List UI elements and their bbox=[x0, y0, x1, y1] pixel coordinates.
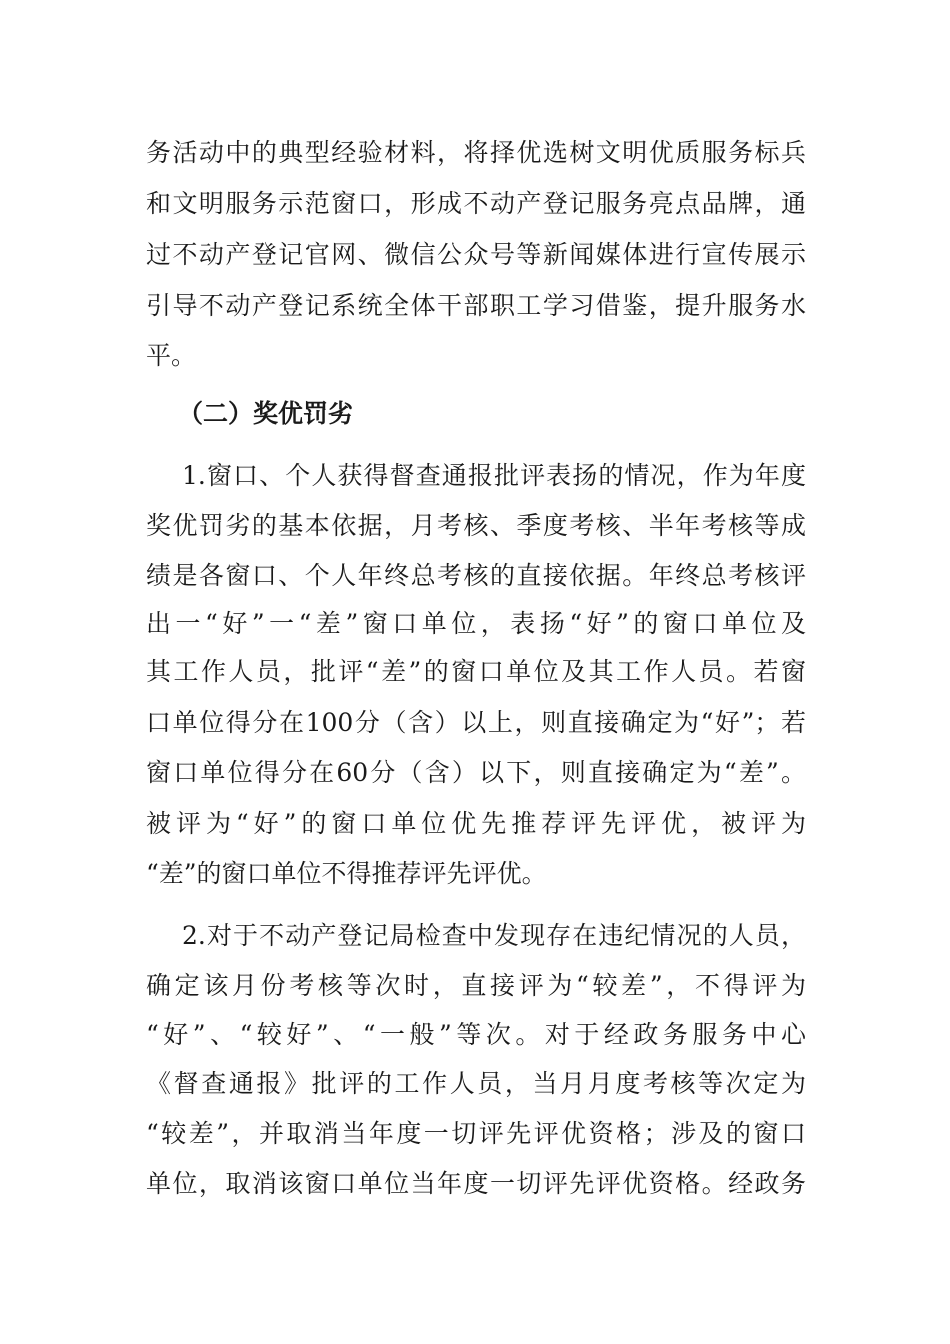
paragraph-1-line-5: 其工作人员，批评“差”的窗口单位及其工作人员。若窗 bbox=[146, 657, 806, 686]
paragraph-1-line-8: 被评为“好”的窗口单位优先推荐评先评优，被评为 bbox=[146, 809, 806, 838]
paragraph-1-line-7: 窗口单位得分在60分（含）以下，则直接确定为“差”。 bbox=[146, 758, 806, 787]
paragraph-1-line-6: 口单位得分在100分（含）以上，则直接确定为“好”；若 bbox=[146, 708, 806, 737]
paragraph-intro-line-5: 平。 bbox=[146, 341, 197, 370]
paragraph-2-line-4: 《督查通报》批评的工作人员，当月月度考核等次定为 bbox=[146, 1069, 806, 1098]
paragraph-1-line-1: 1.窗口、个人获得督查通报批评表扬的情况，作为年度 bbox=[182, 461, 806, 490]
paragraph-intro-line-3: 过不动产登记官网、微信公众号等新闻媒体进行宣传展示 bbox=[146, 240, 806, 269]
paragraph-2-line-6: 单位，取消该窗口单位当年度一切评先评优资格。经政务 bbox=[146, 1169, 806, 1198]
paragraph-1-line-9: “差”的窗口单位不得推荐评先评优。 bbox=[146, 859, 547, 888]
paragraph-1-line-3: 绩是各窗口、个人年终总考核的直接依据。年终总考核评 bbox=[146, 561, 806, 590]
paragraph-intro-line-1: 务活动中的典型经验材料，将择优选树文明优质服务标兵 bbox=[146, 138, 806, 167]
paragraph-intro-line-2: 和文明服务示范窗口，形成不动产登记服务亮点品牌，通 bbox=[146, 189, 806, 218]
paragraph-2-line-2: 确定该月份考核等次时，直接评为“较差”，不得评为 bbox=[146, 971, 806, 1000]
paragraph-2-line-1: 2.对于不动产登记局检查中发现存在违纪情况的人员， bbox=[182, 921, 806, 950]
section-heading: （二）奖优罚劣 bbox=[178, 399, 354, 428]
paragraph-2-line-5: “较差”，并取消当年度一切评先评优资格；涉及的窗口 bbox=[146, 1119, 806, 1148]
paragraph-intro-line-4: 引导不动产登记系统全体干部职工学习借鉴，提升服务水 bbox=[146, 291, 806, 320]
paragraph-2-line-3: “好”、“较好”、“一般”等次。对于经政务服务中心 bbox=[146, 1020, 806, 1049]
paragraph-1-line-4: 出一“好”一“差”窗口单位，表扬“好”的窗口单位及 bbox=[146, 609, 806, 638]
paragraph-1-line-2: 奖优罚劣的基本依据，月考核、季度考核、半年考核等成 bbox=[146, 511, 806, 540]
